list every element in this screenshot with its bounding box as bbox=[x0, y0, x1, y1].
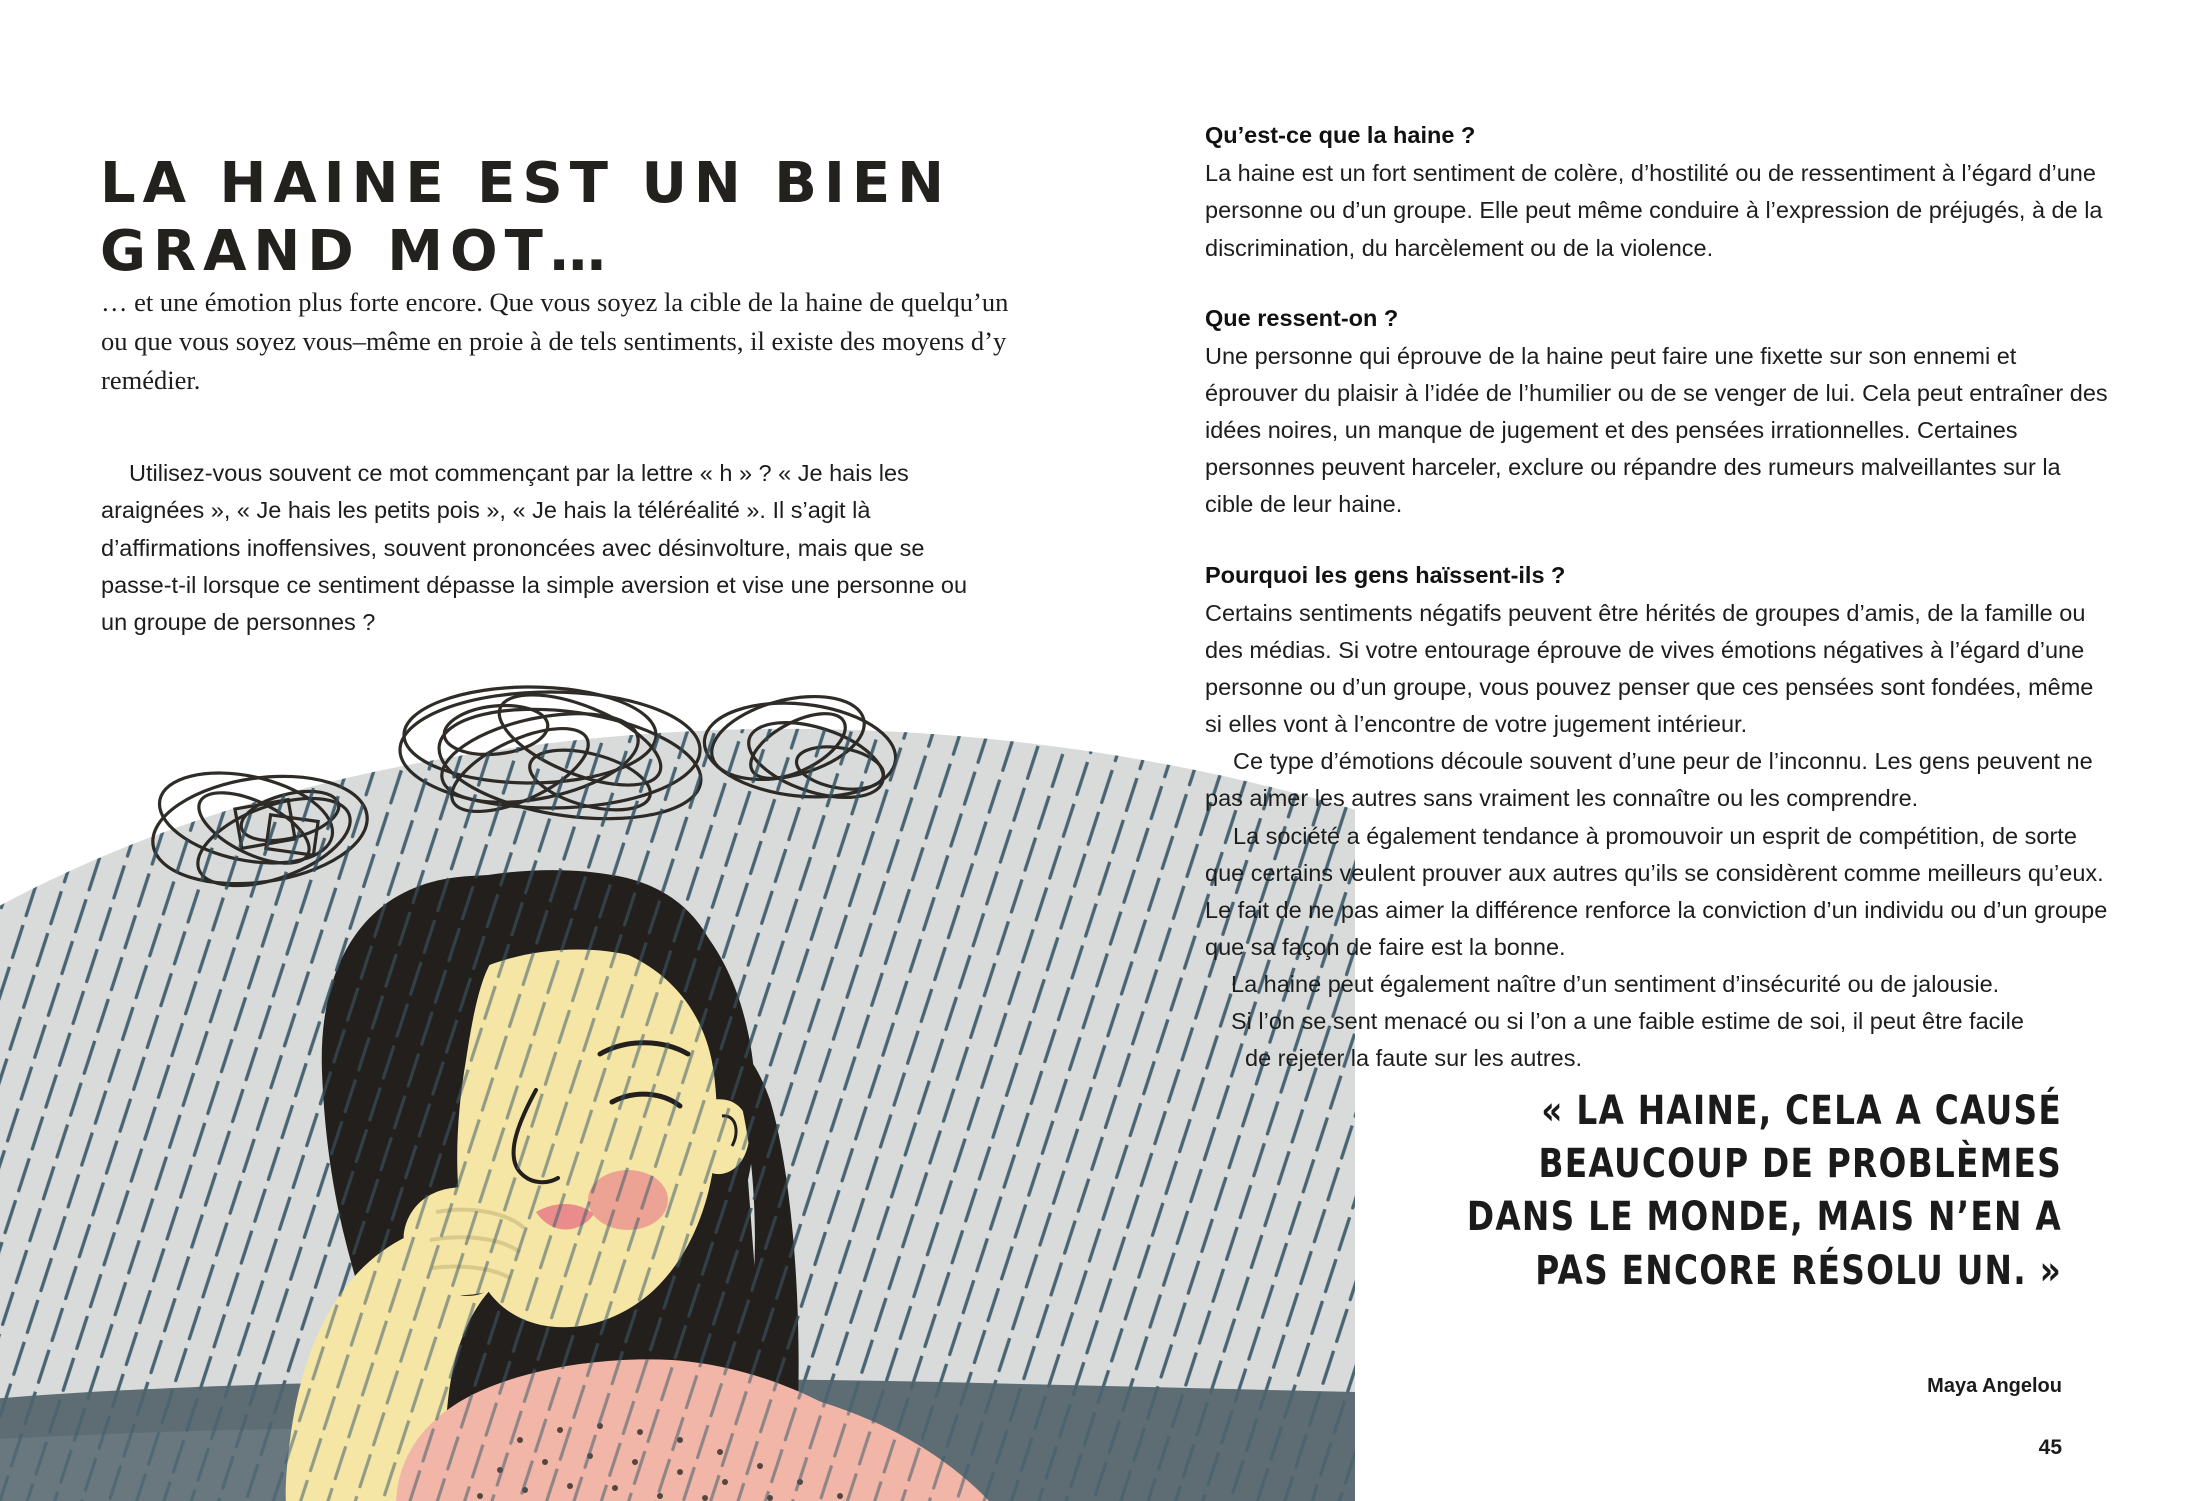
right-column bbox=[1205, 0, 2201, 1501]
section-what-is-hate bbox=[1205, 118, 2110, 267]
right-body-text bbox=[1205, 118, 2110, 1111]
section-paragraph: Une personne qui éprouve de la haine peut faire une fixette sur son ennemi et éprouver du plaisir à l’idée de l’humilier ou de se venger de lui. Cela peut entraîner des idées noires, un manque de jugement et des pensées irrationnelles. Certaines personnes peuvent harceler, exclure ou répandre des rumeurs malveillantes sur la cible de leur haine. bbox=[1205, 342, 2108, 518]
section-heading: Qu’est-ce que la haine ? bbox=[1205, 122, 1476, 148]
section-paragraph: La haine est un fort sentiment de colère, d’hostilité ou de ressentiment à l’égard d’une personne ou d’un groupe. Elle peut même conduire à l’expression de préjugés, à de la discrimination, du harcèlement ou de la violence. bbox=[1205, 160, 2103, 261]
illustration-artwork bbox=[0, 640, 1355, 1501]
page-number: 45 bbox=[2038, 1436, 2062, 1459]
illustration bbox=[0, 640, 1355, 1501]
left-body-text bbox=[101, 455, 996, 642]
section-paragraph: Si l’on se sent menacé ou si l’on a une faible estime de soi, il peut être facile bbox=[1231, 1008, 2024, 1035]
section-heading: Pourquoi les gens haïssent-ils ? bbox=[1205, 561, 1566, 588]
page-title: LA HAINE EST UN BIEN GRAND MOT… bbox=[100, 150, 951, 284]
section-why-do-people-hate bbox=[1205, 558, 2110, 1078]
deck-paragraph: … et une émotion plus forte encore. Que vous soyez la cible de la haine de quelqu’un ou que vous soyez vous–même en proie à de tels sentiments, il existe des moyens d’y remédier. bbox=[101, 287, 1009, 395]
section-paragraph: La société a également tendance à promouvoir un esprit de compétition, de sorte que certains veulent prouver aux autres qu’ils se considèrent comme meilleurs qu’eux. Le fait de ne pas aimer la différence renforce la conviction d’un individu ou d’un groupe que sa façon de faire est la bonne. bbox=[1205, 822, 2108, 960]
section-paragraph: Certains sentiments négatifs peuvent être hérités de groupes d’amis, de la famille ou des médias. Si votre entourage éprouve de vives émotions négatives à l’égard d’une personne ou d’un groupe, vous pouvez penser que ces pensées sont fondées, même si elles vont à l’encontre de votre jugement intérieur. bbox=[1205, 599, 2094, 738]
pull-quote: « LA HAINE, CELA A CAUSÉ BEAUCOUP DE PROBLÈMES DANS LE MONDE, MAIS N’EN A PAS ENCORE RÉSOLU UN. » bbox=[1466, 1088, 2062, 1294]
section-how-does-it-feel bbox=[1205, 301, 2110, 524]
pull-quote-author: Maya Angelou bbox=[1927, 1375, 2062, 1397]
section-paragraph: La haine peut également naître d’un sentiment d’insécurité ou de jalousie. bbox=[1231, 971, 2000, 997]
left-body-paragraph: Utilisez-vous souvent ce mot commençant par la lettre « h » ? « Je hais les araignées », « Je hais les petits pois », « Je hais la téléréalité ». Il s’agit là d’affirmations inoffensives, souvent prononcées avec désinvolture, mais que se passe-t-il lorsque ce sentiment dépasse la simple aversion et vise une personne ou un groupe de personnes ? bbox=[101, 460, 968, 636]
section-heading: Que ressent-on ? bbox=[1205, 304, 1399, 331]
section-paragraph: Ce type d’émotions découle souvent d’une peur de l’inconnu. Les gens peuvent ne pas aimer les autres sans vraiment les connaître ou les comprendre. bbox=[1205, 748, 2093, 812]
section-paragraph: de rejeter la faute sur les autres. bbox=[1245, 1045, 1583, 1072]
